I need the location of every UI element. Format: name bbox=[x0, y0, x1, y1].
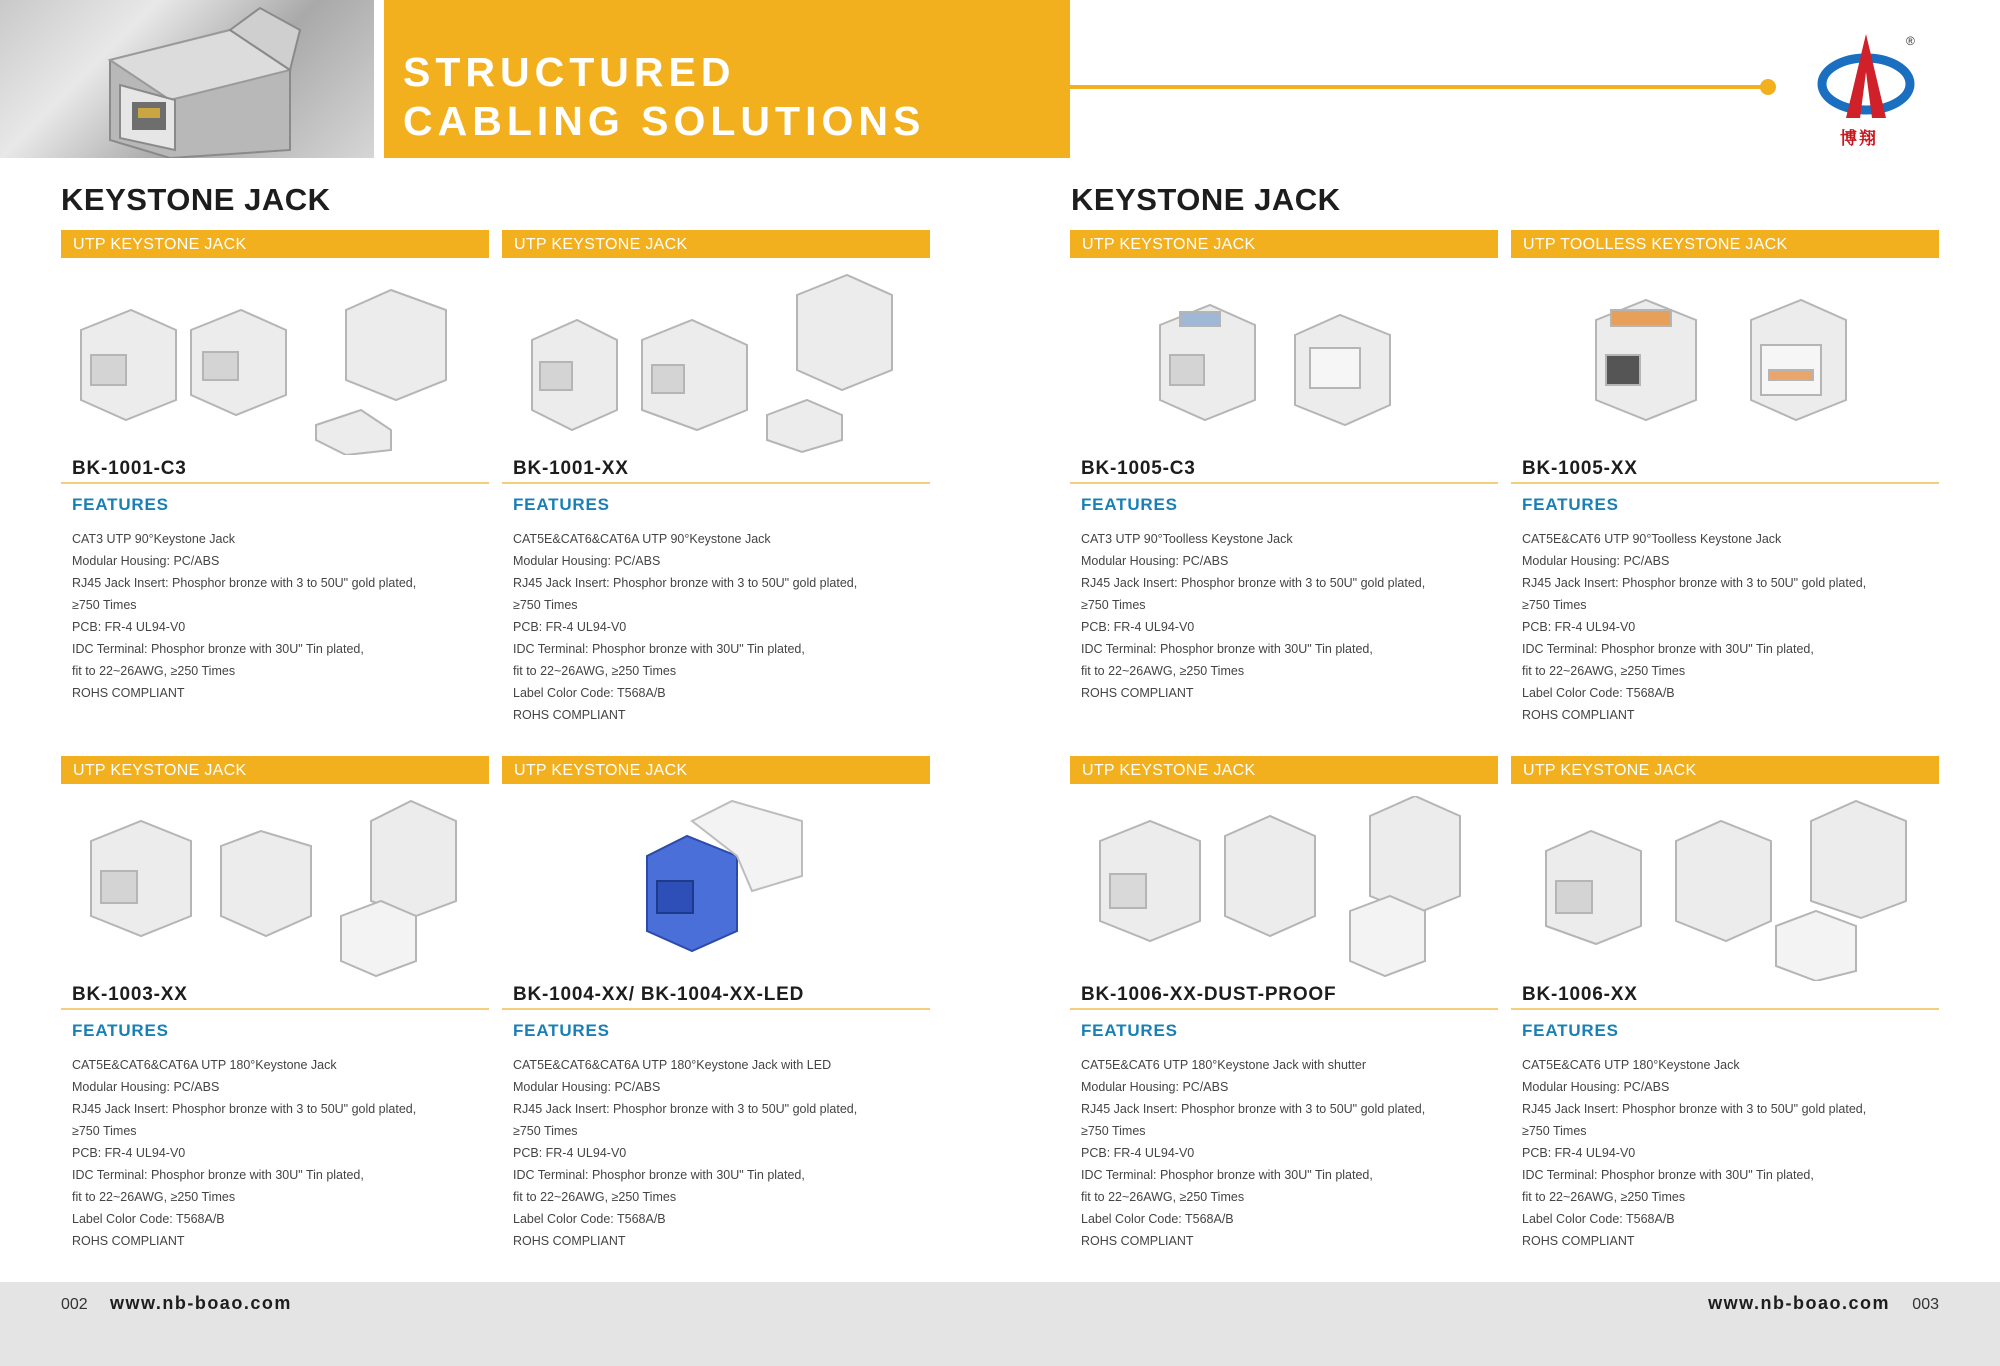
product-card-bk-1006-xx-dust-proof bbox=[1070, 756, 1498, 1276]
product-model: BK-1005-XX bbox=[1522, 458, 1638, 479]
features-list bbox=[1522, 528, 1866, 726]
feature-item: ≥750 Times bbox=[513, 1124, 578, 1138]
feature-item: Modular Housing: PC/ABS bbox=[513, 554, 661, 568]
feature-item: ≥750 Times bbox=[1081, 1124, 1146, 1138]
header-title-line1: STRUCTURED bbox=[403, 49, 736, 95]
keystone-jack-image-icon bbox=[1070, 270, 1498, 455]
brand-chinese-name: 博翔 bbox=[1840, 129, 1878, 148]
divider bbox=[1070, 482, 1498, 484]
features-list bbox=[1522, 1054, 1866, 1252]
product-card-bk-1001-xx bbox=[502, 230, 930, 750]
feature-item: fit to 22~26AWG, ≥250 Times bbox=[513, 1190, 677, 1204]
product-model: BK-1001-XX bbox=[513, 458, 629, 479]
section-title-right: KEYSTONE JACK bbox=[1071, 182, 1341, 217]
feature-item: PCB: FR-4 UL94-V0 bbox=[1522, 620, 1636, 634]
footer-bar bbox=[0, 1282, 2000, 1366]
features-list bbox=[513, 528, 857, 726]
feature-item: PCB: FR-4 UL94-V0 bbox=[513, 620, 627, 634]
features-list bbox=[1081, 528, 1425, 704]
feature-item: Modular Housing: PC/ABS bbox=[1522, 1080, 1670, 1094]
feature-item: CAT5E&CAT6 UTP 180°Keystone Jack bbox=[1522, 1058, 1740, 1072]
product-model: BK-1006-XX-DUST-PROOF bbox=[1081, 984, 1337, 1005]
keystone-jack-image-icon bbox=[1511, 796, 1939, 981]
keystone-jack-image-icon bbox=[1511, 270, 1939, 455]
feature-item: ≥750 Times bbox=[1522, 598, 1587, 612]
page-number-right: 003 bbox=[1912, 1296, 1939, 1313]
feature-item: fit to 22~26AWG, ≥250 Times bbox=[1522, 664, 1686, 678]
page-number-left: 002 bbox=[61, 1296, 88, 1313]
section-title-left: KEYSTONE JACK bbox=[61, 182, 331, 217]
feature-item: ROHS COMPLIANT bbox=[72, 1234, 185, 1248]
product-card-bk-1006-xx bbox=[1511, 756, 1939, 1276]
feature-item: Modular Housing: PC/ABS bbox=[1081, 1080, 1229, 1094]
product-images bbox=[1070, 796, 1498, 981]
features-title: FEATURES bbox=[513, 495, 610, 514]
product-card-bk-1005-xx bbox=[1511, 230, 1939, 750]
features-list bbox=[513, 1054, 857, 1252]
product-images bbox=[502, 796, 930, 981]
website-link-right[interactable]: www.nb-boao.com bbox=[1708, 1293, 1890, 1313]
feature-item: PCB: FR-4 UL94-V0 bbox=[1522, 1146, 1636, 1160]
product-card-bk-1001-c3 bbox=[61, 230, 489, 750]
keystone-jack-photo-icon bbox=[0, 0, 374, 158]
divider bbox=[61, 1008, 489, 1010]
category-bar: UTP KEYSTONE JACK bbox=[61, 756, 489, 784]
feature-item: PCB: FR-4 UL94-V0 bbox=[1081, 1146, 1195, 1160]
keystone-jack-image-icon bbox=[502, 270, 930, 455]
features-title: FEATURES bbox=[1522, 1021, 1619, 1040]
category-bar: UTP KEYSTONE JACK bbox=[1511, 756, 1939, 784]
feature-item: Modular Housing: PC/ABS bbox=[72, 554, 220, 568]
feature-item: IDC Terminal: Phosphor bronze with 30U" Tin plated, bbox=[1522, 642, 1814, 656]
product-model: BK-1001-C3 bbox=[72, 458, 187, 479]
feature-item: fit to 22~26AWG, ≥250 Times bbox=[513, 664, 677, 678]
feature-item: Label Color Code: T568A/B bbox=[513, 686, 666, 700]
feature-item: Label Color Code: T568A/B bbox=[72, 1212, 225, 1226]
feature-item: CAT5E&CAT6&CAT6A UTP 180°Keystone Jack bbox=[72, 1058, 337, 1072]
product-model: BK-1003-XX bbox=[72, 984, 188, 1005]
header-accent-dot bbox=[1760, 79, 1776, 95]
feature-item: ≥750 Times bbox=[1522, 1124, 1587, 1138]
feature-item: Label Color Code: T568A/B bbox=[513, 1212, 666, 1226]
feature-item: Modular Housing: PC/ABS bbox=[513, 1080, 661, 1094]
divider bbox=[1070, 1008, 1498, 1010]
feature-item: ROHS COMPLIANT bbox=[1522, 708, 1635, 722]
feature-item: RJ45 Jack Insert: Phosphor bronze with 3 to 50U" gold plated, bbox=[513, 1102, 858, 1116]
feature-item: CAT5E&CAT6&CAT6A UTP 90°Keystone Jack bbox=[513, 532, 771, 546]
divider bbox=[1511, 482, 1939, 484]
divider bbox=[61, 482, 489, 484]
feature-item: ROHS COMPLIANT bbox=[1081, 686, 1194, 700]
features-list bbox=[72, 1054, 416, 1252]
header-title bbox=[403, 48, 1043, 146]
product-images bbox=[61, 270, 489, 455]
feature-item: RJ45 Jack Insert: Phosphor bronze with 3 to 50U" gold plated, bbox=[1522, 1102, 1867, 1116]
category-bar: UTP KEYSTONE JACK bbox=[1070, 230, 1498, 258]
feature-item: fit to 22~26AWG, ≥250 Times bbox=[1522, 1190, 1686, 1204]
product-images bbox=[61, 796, 489, 981]
feature-item: RJ45 Jack Insert: Phosphor bronze with 3 to 50U" gold plated, bbox=[1081, 576, 1426, 590]
keystone-jack-image-icon bbox=[1070, 796, 1498, 981]
features-title: FEATURES bbox=[1081, 1021, 1178, 1040]
feature-item: Label Color Code: T568A/B bbox=[1522, 1212, 1675, 1226]
feature-item: fit to 22~26AWG, ≥250 Times bbox=[72, 664, 236, 678]
feature-item: CAT5E&CAT6 UTP 90°Toolless Keystone Jack bbox=[1522, 532, 1782, 546]
feature-item: Modular Housing: PC/ABS bbox=[72, 1080, 220, 1094]
divider bbox=[502, 1008, 930, 1010]
feature-item: RJ45 Jack Insert: Phosphor bronze with 3 to 50U" gold plated, bbox=[513, 576, 858, 590]
feature-item: ≥750 Times bbox=[1081, 598, 1146, 612]
product-model: BK-1006-XX bbox=[1522, 984, 1638, 1005]
features-title: FEATURES bbox=[1522, 495, 1619, 514]
feature-item: RJ45 Jack Insert: Phosphor bronze with 3 to 50U" gold plated, bbox=[1081, 1102, 1426, 1116]
feature-item: RJ45 Jack Insert: Phosphor bronze with 3 to 50U" gold plated, bbox=[72, 576, 417, 590]
feature-item: ROHS COMPLIANT bbox=[1081, 1234, 1194, 1248]
feature-item: Modular Housing: PC/ABS bbox=[1522, 554, 1670, 568]
product-images bbox=[1511, 270, 1939, 455]
category-bar: UTP KEYSTONE JACK bbox=[61, 230, 489, 258]
feature-item: IDC Terminal: Phosphor bronze with 30U" Tin plated, bbox=[72, 642, 364, 656]
header-title-line2: CABLING SOLUTIONS bbox=[403, 98, 926, 144]
features-list bbox=[1081, 1054, 1425, 1252]
feature-item: IDC Terminal: Phosphor bronze with 30U" Tin plated, bbox=[1522, 1168, 1814, 1182]
feature-item: fit to 22~26AWG, ≥250 Times bbox=[72, 1190, 236, 1204]
category-bar: UTP TOOLLESS KEYSTONE JACK bbox=[1511, 230, 1939, 258]
feature-item: PCB: FR-4 UL94-V0 bbox=[72, 1146, 186, 1160]
feature-item: Modular Housing: PC/ABS bbox=[1081, 554, 1229, 568]
category-bar: UTP KEYSTONE JACK bbox=[502, 230, 930, 258]
feature-item: RJ45 Jack Insert: Phosphor bronze with 3 to 50U" gold plated, bbox=[1522, 576, 1867, 590]
divider bbox=[502, 482, 930, 484]
feature-item: ≥750 Times bbox=[72, 1124, 137, 1138]
keystone-jack-led-image-icon bbox=[502, 796, 930, 981]
features-list bbox=[72, 528, 416, 704]
product-images bbox=[1511, 796, 1939, 981]
features-title: FEATURES bbox=[72, 495, 169, 514]
feature-item: ≥750 Times bbox=[513, 598, 578, 612]
product-card-bk-1005-c3 bbox=[1070, 230, 1498, 750]
features-title: FEATURES bbox=[72, 1021, 169, 1040]
feature-item: CAT5E&CAT6 UTP 180°Keystone Jack with shutter bbox=[1081, 1058, 1366, 1072]
features-title: FEATURES bbox=[1081, 495, 1178, 514]
feature-item: ROHS COMPLIANT bbox=[513, 708, 626, 722]
header-accent-line bbox=[1070, 85, 1768, 89]
feature-item: ≥750 Times bbox=[72, 598, 137, 612]
product-images bbox=[502, 270, 930, 455]
feature-item: fit to 22~26AWG, ≥250 Times bbox=[1081, 1190, 1245, 1204]
feature-item: CAT5E&CAT6&CAT6A UTP 180°Keystone Jack with LED bbox=[513, 1058, 832, 1072]
feature-item: fit to 22~26AWG, ≥250 Times bbox=[1081, 664, 1245, 678]
feature-item: IDC Terminal: Phosphor bronze with 30U" Tin plated, bbox=[1081, 1168, 1373, 1182]
feature-item: IDC Terminal: Phosphor bronze with 30U" Tin plated, bbox=[513, 1168, 805, 1182]
product-model: BK-1004-XX/ BK-1004-XX-LED bbox=[513, 984, 805, 1005]
feature-item: ROHS COMPLIANT bbox=[1522, 1234, 1635, 1248]
keystone-jack-image-icon bbox=[61, 796, 489, 981]
keystone-jack-image-icon bbox=[61, 270, 489, 455]
feature-item: CAT3 UTP 90°Keystone Jack bbox=[72, 532, 235, 546]
features-title: FEATURES bbox=[513, 1021, 610, 1040]
feature-item: CAT3 UTP 90°Toolless Keystone Jack bbox=[1081, 532, 1293, 546]
category-bar: UTP KEYSTONE JACK bbox=[1070, 756, 1498, 784]
feature-item: Label Color Code: T568A/B bbox=[1081, 1212, 1234, 1226]
feature-item: PCB: FR-4 UL94-V0 bbox=[72, 620, 186, 634]
feature-item: PCB: FR-4 UL94-V0 bbox=[1081, 620, 1195, 634]
registered-mark: ® bbox=[1906, 34, 1915, 48]
feature-item: PCB: FR-4 UL94-V0 bbox=[513, 1146, 627, 1160]
feature-item: ROHS COMPLIANT bbox=[513, 1234, 626, 1248]
feature-item: ROHS COMPLIANT bbox=[72, 686, 185, 700]
feature-item: IDC Terminal: Phosphor bronze with 30U" Tin plated, bbox=[72, 1168, 364, 1182]
divider bbox=[1511, 1008, 1939, 1010]
product-model: BK-1005-C3 bbox=[1081, 458, 1196, 479]
header-product-photo bbox=[0, 0, 374, 158]
feature-item: IDC Terminal: Phosphor bronze with 30U" Tin plated, bbox=[513, 642, 805, 656]
product-images bbox=[1070, 270, 1498, 455]
category-bar: UTP KEYSTONE JACK bbox=[502, 756, 930, 784]
website-link-left[interactable]: www.nb-boao.com bbox=[110, 1293, 292, 1313]
feature-item: IDC Terminal: Phosphor bronze with 30U" Tin plated, bbox=[1081, 642, 1373, 656]
feature-item: Label Color Code: T568A/B bbox=[1522, 686, 1675, 700]
feature-item: RJ45 Jack Insert: Phosphor bronze with 3 to 50U" gold plated, bbox=[72, 1102, 417, 1116]
product-card-bk-1004-xx bbox=[502, 756, 930, 1276]
product-card-bk-1003-xx bbox=[61, 756, 489, 1276]
